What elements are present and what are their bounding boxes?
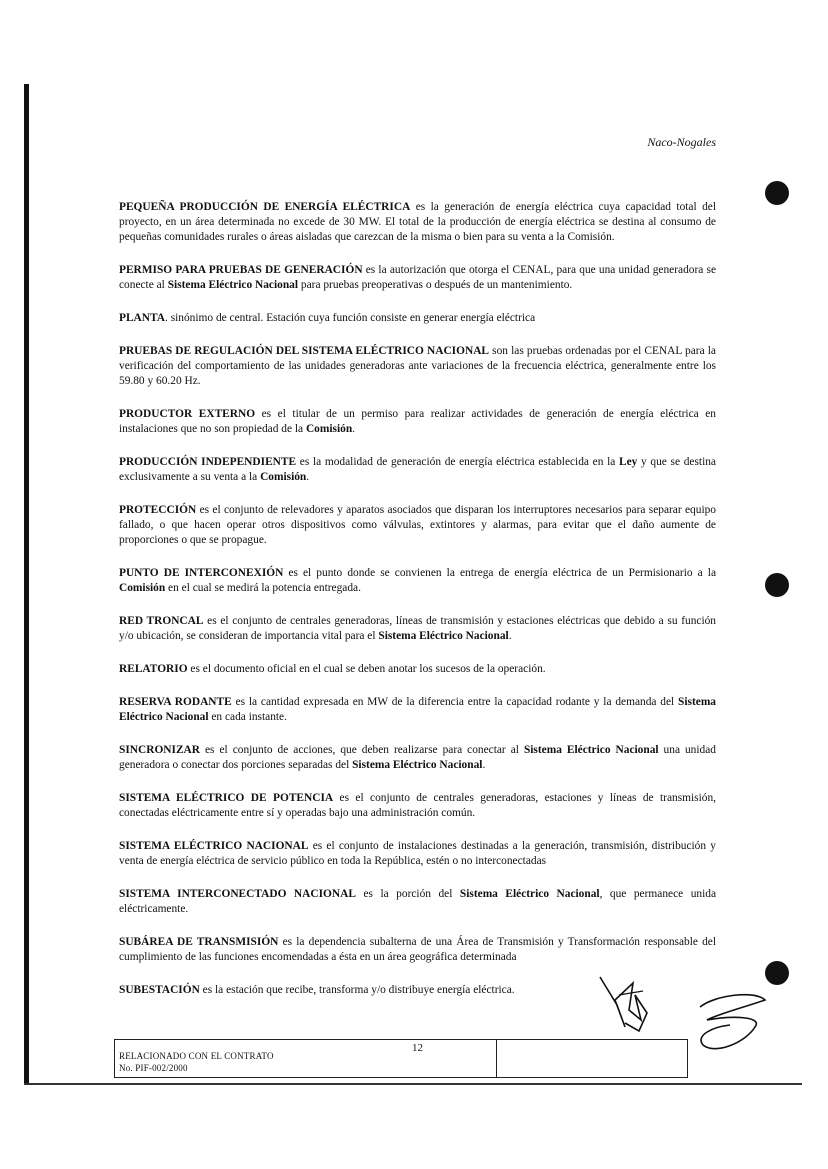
glossary-definition: es la estación que recibe, transforma y/o distribuye energía eléctrica.	[199, 984, 515, 996]
glossary-definition-part: , para que una unidad generadora se conecte al	[119, 264, 717, 291]
glossary-definition-part: es el conjunto de centrales generadoras, líneas de transmisión y estaciones eléctricas que debido a su función y/o ubicación, se consideran de importancia vital para el	[119, 615, 716, 642]
punch-hole-top	[765, 181, 789, 205]
page-header-project-name: Naco-Nogales	[647, 135, 716, 149]
glossary-definition-part: .	[508, 630, 512, 642]
scan-left-border	[24, 84, 29, 1084]
glossary-definition-part: , que permanece unida eléctricamente.	[119, 888, 716, 915]
glossary-definition-part: es el titular de un permiso para realizar actividades de generación de energía eléctrica en instalaciones que no son propiedad de la	[119, 408, 716, 435]
glossary-definition-part: Sistema Eléctrico Nacional	[523, 744, 659, 756]
glossary-definition-part: .	[482, 759, 486, 771]
glossary-definition-part: en cada instante.	[208, 711, 287, 723]
glossary-definition-part: Sistema Eléctrico Nacional	[459, 888, 600, 900]
footer-divider	[496, 1040, 497, 1077]
glossary-definition-part: es el conjunto de acciones, que deben realizarse para conectar al	[200, 744, 524, 756]
glossary-term: RELATORIO	[119, 663, 188, 675]
glossary-term: SISTEMA INTERCONECTADO NACIONAL	[119, 888, 356, 900]
glossary-definition-part: es el punto donde se convienen la entrega de energía eléctrica de un Permisionario a la	[283, 567, 716, 579]
page-number: 12	[412, 1042, 423, 1054]
footer-contract-box	[114, 1039, 688, 1078]
glossary-term: PRODUCTOR EXTERNO	[119, 408, 256, 420]
glossary-entry	[119, 887, 716, 917]
glossary-definition: son las pruebas ordenadas por el CENAL para la verificación del comportamiento de las unidades generadoras ante variaciones de la frecuencia eléctrica, generalmente entre los 59.80 y 60.20 Hz.	[119, 345, 716, 387]
glossary-term: PERMISO PARA PRUEBAS DE GENERACIÓN	[119, 264, 363, 276]
glossary-definition: . sinónimo de central. Estación cuya función consiste en generar energía eléctrica	[165, 312, 536, 324]
glossary-entry	[119, 791, 716, 821]
footer-label-line1: RELACIONADO CON EL CONTRATO	[119, 1051, 274, 1061]
footer-contract-label	[119, 1050, 274, 1074]
glossary-term: RESERVA RODANTE	[119, 696, 232, 708]
glossary-definition-part: Ley	[619, 456, 638, 468]
glossary-term: SINCRONIZAR	[119, 744, 201, 756]
glossary-entry	[119, 407, 716, 437]
glossary-term: PUNTO DE INTERCONEXIÓN	[119, 567, 284, 579]
glossary-definition: es el documento oficial en el cual se deben anotar los sucesos de la operación.	[187, 663, 546, 675]
glossary-entry	[119, 263, 716, 293]
glossary-entry	[119, 503, 716, 548]
glossary-definition: es la dependencia subalterna de una Área de Transmisión y Transformación responsable del cumplimiento de las funciones encomendadas a ésta en un área geográfica determinada	[119, 936, 717, 963]
glossary-term: SUBESTACIÓN	[119, 984, 200, 996]
glossary-definition: es el conjunto de relevadores y aparatos asociados que disparan los interruptores necesarios para separar equipo fallado, o que hacen operar otros dispositivos como válvulas, extintores y alarmas, para evitar que el daño aumente de proporciones o que se propague.	[119, 504, 716, 546]
glossary-definition-part: Comisión	[305, 423, 353, 435]
glossary-term: PLANTA	[119, 312, 165, 324]
glossary-body	[119, 200, 716, 1016]
glossary-definition-part: para pruebas preoperativas o después de un mantenimiento.	[298, 279, 573, 291]
glossary-entry	[119, 344, 716, 389]
glossary-entry	[119, 566, 716, 596]
punch-hole-middle	[765, 573, 789, 597]
glossary-definition-part: es la autorización que otorga el	[362, 264, 513, 276]
glossary-entry	[119, 935, 716, 965]
glossary-term: SISTEMA ELÉCTRICO DE POTENCIA	[119, 792, 334, 804]
scan-bottom-border	[24, 1083, 802, 1085]
glossary-entry	[119, 662, 716, 677]
glossary-term: RED TRONCAL	[119, 615, 204, 627]
glossary-definition-part: Sistema Eléctrico Nacional	[378, 630, 509, 642]
glossary-definition-part: y que se destina exclusivamente a su venta a la	[119, 456, 716, 483]
glossary-definition-part: es la cantidad expresada en MW de la diferencia entre la capacidad rodante y la demanda del	[231, 696, 679, 708]
glossary-entry	[119, 839, 716, 869]
glossary-definition-part: en el cual se medirá la potencia entregada.	[165, 582, 361, 594]
glossary-term: PEQUEÑA PRODUCCIÓN DE ENERGÍA ELÉCTRICA	[119, 201, 411, 213]
glossary-entry	[119, 455, 716, 485]
glossary-term: PRUEBAS DE REGULACIÓN DEL SISTEMA ELÉCTRICO NACIONAL	[119, 345, 490, 357]
glossary-definition-part: .	[306, 471, 310, 483]
glossary-definition-part: Comisión	[119, 582, 166, 594]
glossary-definition-part: Comisión	[260, 471, 307, 483]
glossary-definition-part: es la porción del	[355, 888, 460, 900]
glossary-definition: es el conjunto de centrales generadoras, estaciones y líneas de transmisión, conectadas eléctricamente entre sí y operadas bajo una administración común.	[119, 792, 716, 819]
glossary-term: SUBÁREA DE TRANSMISIÓN	[119, 936, 279, 948]
glossary-definition-part: Sistema Eléctrico Nacional	[119, 696, 716, 723]
glossary-definition: es la generación de energía eléctrica cuya capacidad total del proyecto, en un área determinada no excede de 30 MW. El total de la producción de energía eléctrica se destina al consumo de pequeñas comunidades rurales o áreas aisladas que carezcan de la misma o bien para su venta a la Comisión.	[119, 201, 716, 243]
glossary-entry	[119, 695, 716, 725]
glossary-entry	[119, 200, 716, 245]
glossary-entry	[119, 311, 716, 326]
glossary-definition-part: una unidad generadora o conectar dos porciones separadas del	[119, 744, 716, 771]
glossary-term: PROTECCIÓN	[119, 504, 197, 516]
glossary-term: SISTEMA ELÉCTRICO NACIONAL	[119, 840, 309, 852]
glossary-term: PRODUCCIÓN INDEPENDIENTE	[119, 456, 297, 468]
glossary-definition-part: CENAL	[512, 264, 551, 276]
glossary-entry	[119, 614, 716, 644]
footer-label-line2: No. PIF-002/2000	[119, 1063, 188, 1073]
glossary-definition-part: Sistema Eléctrico Nacional	[167, 279, 299, 291]
glossary-definition-part: .	[352, 423, 356, 435]
glossary-definition-part: Sistema Eléctrico Nacional	[352, 759, 483, 771]
glossary-definition: es el conjunto de instalaciones destinadas a la generación, transmisión, distribución y venta de energía eléctrica de servicio público en toda la República, estén o no interconectadas	[119, 840, 716, 867]
glossary-definition-part: es la modalidad de generación de energía eléctrica establecida en la	[296, 456, 619, 468]
glossary-entry	[119, 743, 716, 773]
